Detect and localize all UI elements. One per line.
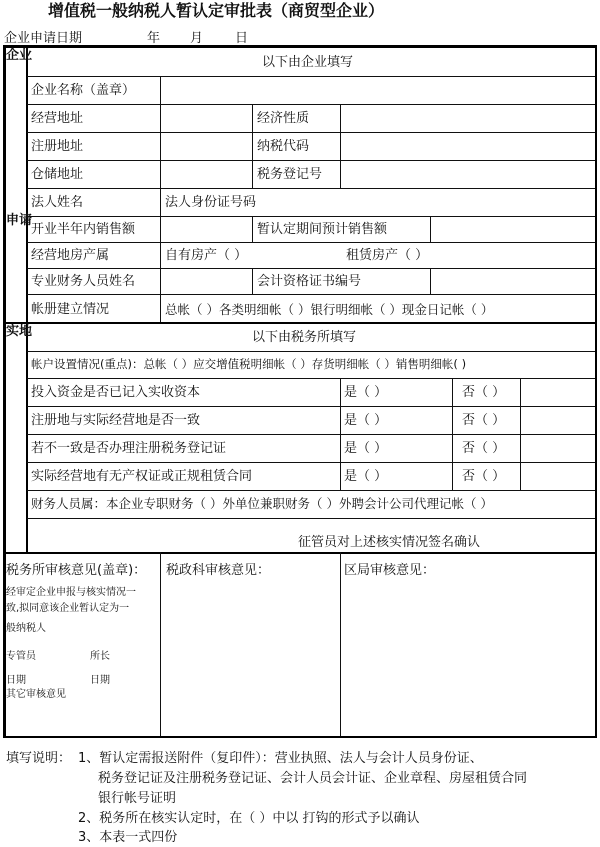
warehouse-address-label: 仓储地址 xyxy=(31,167,84,182)
tax-policy-section-opinion-label: 税政科审核意见： xyxy=(166,563,271,578)
apply-date-year: 年 xyxy=(147,31,161,46)
side-label-onsite: 实地 xyxy=(6,324,33,339)
registered-address-label: 注册地址 xyxy=(31,139,84,154)
own-property-option: 自有房产（ ） xyxy=(165,248,248,263)
economic-nature-label: 经济性质 xyxy=(257,111,310,126)
finance-staff-name-label: 专业财务人员姓名 xyxy=(31,274,136,289)
premises-ownership-label: 经营地房产属 xyxy=(31,248,110,263)
check-no-2: 否（ ） xyxy=(462,413,506,428)
director-label: 所长 xyxy=(90,651,110,662)
check-question-3: 若不一致是否办理注册税务登记证 xyxy=(31,441,227,456)
check-yes-3: 是（ ） xyxy=(344,441,388,456)
check-question-4: 实际经营地有无产权证或正规租赁合同 xyxy=(31,469,253,484)
tax-office-opinion-label: 税务所审核意见(盖章)： xyxy=(6,563,147,578)
account-setup-line: 帐户设置情况(重点)：总帐（ ）应交增值税明细帐（ ）存货明细帐（ ）销售明细帐( ) xyxy=(31,357,467,371)
officer-label: 专管员 xyxy=(6,651,36,662)
check-yes-4: 是（ ） xyxy=(344,469,388,484)
check-yes-1: 是（ ） xyxy=(344,385,388,400)
check-no-4: 否（ ） xyxy=(462,469,506,484)
rented-property-option: 租赁房产（ ） xyxy=(346,248,429,263)
note-3: 3、本表一式四份 xyxy=(78,830,178,845)
tax-code-label: 纳税代码 xyxy=(257,139,310,154)
check-question-1: 投入资金是否已记入实收资本 xyxy=(31,385,201,400)
tax-registration-label: 税务登记号 xyxy=(257,167,323,182)
books-options: 总帐（ ）各类明细帐（ ）银行明细帐（ ）现金日记帐（ ） xyxy=(165,302,494,317)
company-name-label: 企业名称（盖章） xyxy=(31,83,136,98)
check-no-1: 否（ ） xyxy=(462,385,506,400)
business-address-label: 经营地址 xyxy=(31,111,84,126)
note-1-line-3: 银行帐号证明 xyxy=(98,791,177,806)
tax-office-opinion-text-3: 般纳税人 xyxy=(6,623,46,634)
legal-person-id-label: 法人身份证号码 xyxy=(165,195,257,210)
check-no-3: 否（ ） xyxy=(462,441,506,456)
legal-person-name-label: 法人姓名 xyxy=(31,195,84,210)
tax-office-opinion-text-1: 经审定企业申报与核实情况一 xyxy=(6,587,136,598)
half-year-sales-label: 开业半年内销售额 xyxy=(31,222,136,237)
officer-confirm-line: 征管员对上述核实情况签名确认 xyxy=(298,535,481,550)
finance-staff-type-line: 财务人员属：本企业专职财务（ ）外单位兼职财务（ ）外聘会计公司代理记帐（ ） xyxy=(31,496,493,511)
apply-date-label: 企业申请日期 xyxy=(4,31,83,46)
notes-label: 填写说明： xyxy=(6,751,72,766)
side-label-apply: 申请 xyxy=(6,213,33,228)
date-label-officer: 日期 xyxy=(6,675,26,686)
tax-office-opinion-text-2: 致,拟同意该企业暂认定为一 xyxy=(6,603,130,614)
tax-section-header: 以下由税务所填写 xyxy=(252,330,357,345)
note-1-line-2: 税务登记证及注册税务登记证、会计人员会计证、企业章程、房屋租赁合同 xyxy=(98,771,528,786)
date-label-director: 日期 xyxy=(90,675,110,686)
other-opinion-label: 其它审核意见 xyxy=(6,689,66,700)
books-label: 帐册建立情况 xyxy=(31,302,110,317)
district-bureau-opinion-label: 区局审核意见： xyxy=(344,563,436,578)
check-yes-2: 是（ ） xyxy=(344,413,388,428)
check-question-2: 注册地与实际经营地是否一致 xyxy=(31,413,201,428)
note-2: 2、税务所在核实认定时，在（ ）中以 打钩的形式予以确认 xyxy=(78,811,420,826)
note-1-line-1: 1、暂认定需报送附件（复印件）：营业执照、法人与会计人员身份证、 xyxy=(78,751,483,766)
expected-sales-label: 暂认定期间预计销售额 xyxy=(257,222,388,237)
apply-date-day: 日 xyxy=(235,31,249,46)
enterprise-section-header: 以下由企业填写 xyxy=(262,55,354,70)
page-title: 增值税一般纳税人暂认定审批表（商贸型企业） xyxy=(48,1,385,20)
side-label-enterprise: 企业 xyxy=(6,48,33,63)
accounting-cert-label: 会计资格证书编号 xyxy=(257,274,362,289)
apply-date-month: 月 xyxy=(190,31,204,46)
